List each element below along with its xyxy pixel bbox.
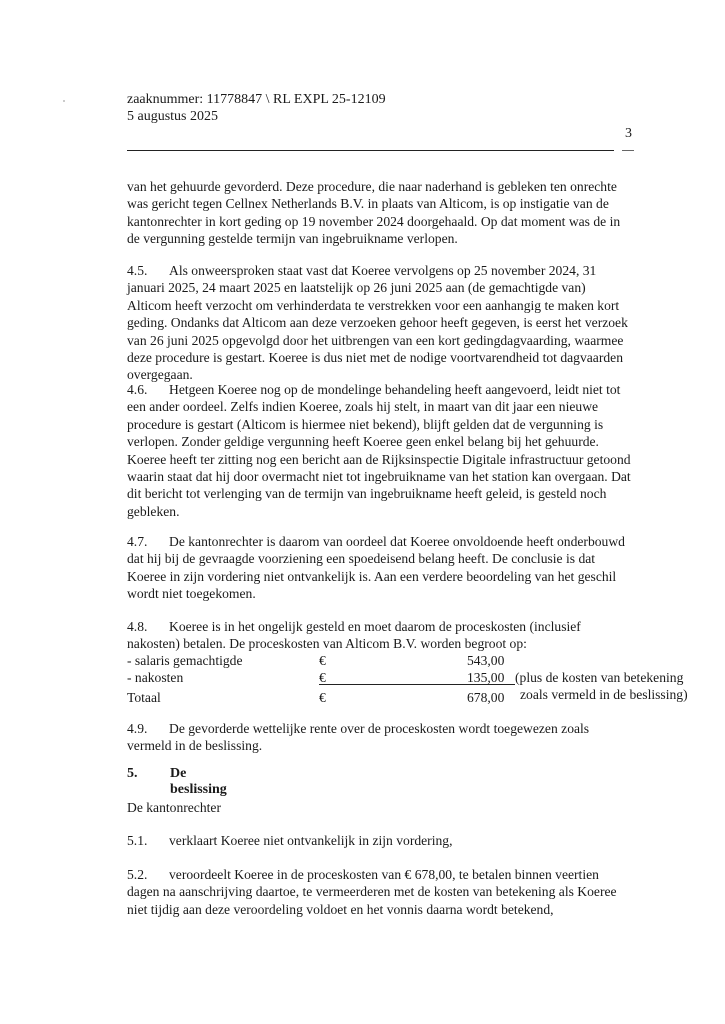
sum-rule	[319, 684, 515, 685]
document-date: 5 augustus 2025	[127, 109, 218, 124]
paragraph-line: Alticom heeft verzocht om verhinderdata te verstrekken voor een aanhangig te maken kort	[127, 297, 620, 313]
case-number: zaaknummer: 11778847 \ RL EXPL 25-12109	[127, 92, 386, 107]
paragraph-line: geding. Ondanks dat Alticom aan deze verzoeken gehoor heeft gegeven, is eerst het verzoek	[127, 315, 628, 331]
paragraph-line: procedure is gestart (Alticom is hiermee niet bekend), blijft gelden dat de vergunning is	[127, 416, 604, 432]
section-heading	[127, 766, 227, 797]
paragraph-number: 4.5.	[127, 263, 148, 278]
paragraph-line: was gericht tegen Cellnex Netherlands B.V. in plaats van Alticom, is op instigatie van de	[127, 196, 609, 212]
paragraph-line: waarin staat dat hij door overmacht niet tot ingebruikname van het station kan overgaan. Dat	[127, 469, 631, 485]
paragraph-line: Koeree heeft ter zitting nog een bericht aan de Rijksinspectie Digitale infrastructuur getoond	[127, 451, 631, 467]
scan-speck	[63, 100, 65, 102]
paragraph-line: januari 2025, 24 maart 2025 en laatstelijk op 26 juni 2025 aan (de gemachtigde van)	[127, 280, 586, 296]
paragraph-line: deze procedure is gestart. Koeree is dus niet met de nodige voortvarendheid tot dagvaarden	[127, 350, 623, 366]
paragraph-5-1	[127, 832, 627, 849]
paragraph-line: dit bericht tot verlenging van de termijn van ingebruikname heeft geleid, is gesteld noch	[127, 486, 607, 502]
paragraph-number: 5.1.	[127, 833, 148, 848]
cost-label: - nakosten	[127, 670, 184, 685]
paragraph-4-8	[127, 618, 627, 653]
paragraph-line: Als onweersproken staat vast dat Koeree vervolgens op 25 november 2024, 31	[169, 263, 597, 278]
paragraph-line: gebleken.	[127, 503, 180, 519]
cost-note: (plus de kosten van betekening	[515, 670, 684, 685]
cost-amount: 543,00	[467, 653, 505, 668]
paragraph-line: van het gehuurde gevorderd. Deze procedure, die naar naderhand is gebleken ten onrechte	[127, 179, 617, 194]
header-rule	[127, 150, 614, 151]
paragraph-number: 4.8.	[127, 619, 148, 634]
paragraph-line: dat hij bij de gevraagde voorziening een spoedeisend belang heeft. De conclusie is dat	[127, 551, 596, 567]
paragraph-4-6	[127, 381, 631, 520]
paragraph-line: Hetgeen Koeree nog op de mondelinge behandeling heeft aangevoerd, leidt niet tot	[169, 382, 621, 397]
cost-label: - salaris gemachtigde	[127, 653, 243, 668]
paragraph-line: verlopen. Zonder geldige vergunning heeft Koeree geen enkel belang bij het gehuurde.	[127, 434, 599, 450]
cost-note-continuation: zoals vermeld in de beslissing)	[520, 687, 688, 702]
paragraph-5-2	[127, 866, 627, 918]
paragraph-line: vermeld in de beslissing.	[127, 738, 263, 754]
paragraph-line: van 26 juni 2025 opgevolgd door het uitbrengen van een kort gedingdagvaarding, waarmee	[127, 332, 624, 348]
total-label: Totaal	[127, 690, 161, 705]
paragraph-number: 5.2.	[127, 867, 148, 882]
header-rule-end	[622, 150, 634, 151]
cost-amount: 135,00	[467, 670, 505, 685]
cost-currency: €	[319, 670, 326, 685]
section-title: De beslissing	[170, 766, 227, 797]
paragraph-number: 4.6.	[127, 382, 148, 397]
paragraph-line: Koeree is in het ongelijk gesteld en moet daarom de proceskosten (inclusief	[169, 619, 581, 634]
decision-intro	[127, 799, 627, 816]
paragraph-line: veroordeelt Koeree in de proceskosten van € 678,00, te betalen binnen veertien	[169, 867, 599, 882]
paragraph-number: 4.9.	[127, 721, 148, 736]
paragraph-line: verklaart Koeree niet ontvankelijk in zijn vordering,	[169, 833, 453, 848]
paragraph-line: De kantonrechter	[127, 800, 221, 815]
paragraph-line: wordt niet toegekomen.	[127, 586, 256, 602]
paragraph-line: De gevorderde wettelijke rente over de proceskosten wordt toegewezen zoals	[169, 721, 590, 736]
paragraph-line: Koeree in zijn vordering niet ontvankelijk is. Aan een verdere beoordeling van het geschil	[127, 568, 617, 584]
total-amount: 678,00	[467, 690, 505, 705]
paragraph-line: De kantonrechter is daarom van oordeel dat Koeree onvoldoende heeft onderbouwd	[169, 534, 625, 549]
paragraph-4-9	[127, 720, 627, 755]
paragraph-line: nakosten) betalen. De proceskosten van Alticom B.V. worden begroot op:	[127, 636, 527, 652]
paragraph-line: de vergunning gestelde termijn van ingebruikname verlopen.	[127, 231, 458, 247]
cost-currency: €	[319, 653, 326, 668]
paragraph-number: 4.7.	[127, 534, 148, 549]
paragraph-continuation	[127, 178, 627, 248]
paragraph-line: overgegaan.	[127, 367, 193, 383]
paragraph-4-5	[127, 262, 627, 384]
section-number: 5.	[127, 766, 138, 781]
paragraph-line: dagen na aanschrijving daartoe, te vermeerderen met de kosten van betekening als Koeree	[127, 884, 617, 900]
paragraph-4-7	[127, 533, 627, 603]
paragraph-line: een ander oordeel. Zelfs indien Koeree, zoals hij stelt, in maart van dit jaar een nieuwe	[127, 399, 599, 415]
paragraph-line: kantonrechter in kort geding op 19 november 2024 doorgehaald. Op dat moment was de in	[127, 213, 621, 229]
total-currency: €	[319, 690, 326, 705]
page-number: 3	[625, 126, 632, 141]
paragraph-line: niet tijdig aan deze veroordeling voldoet en het vonnis daarna wordt betekend,	[127, 901, 554, 917]
